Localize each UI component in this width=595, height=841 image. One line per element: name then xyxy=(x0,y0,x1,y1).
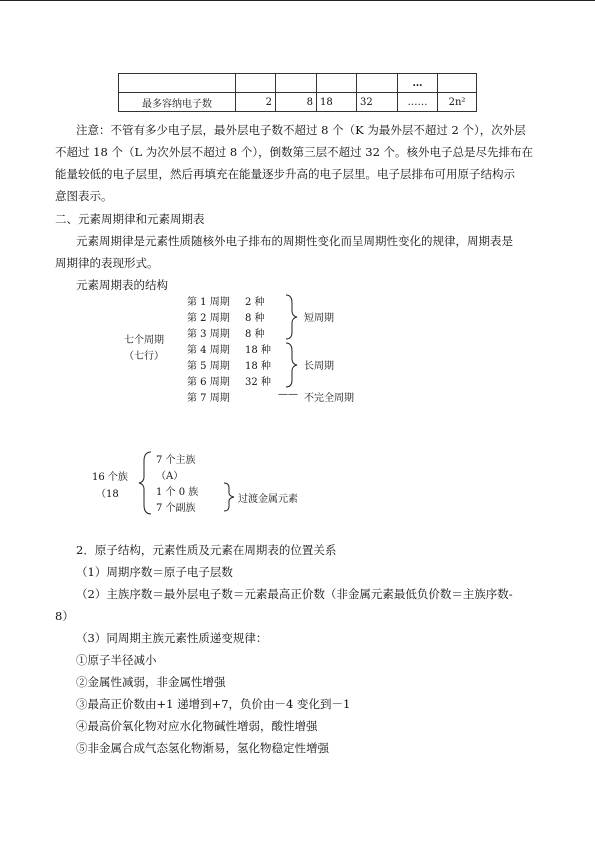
table-cell: 2 xyxy=(236,93,276,112)
short-period-brace-icon xyxy=(286,295,297,339)
transition-brace-icon xyxy=(222,482,236,512)
section-heading: 二、元素周期律和元素周期表 xyxy=(55,212,205,226)
structure-title: 元素周期表的结构 xyxy=(76,278,168,292)
period-name: 第 3 周期 xyxy=(187,329,230,340)
table-row xyxy=(119,74,477,93)
note-line: 意图表示。 xyxy=(55,189,113,203)
table-cell xyxy=(317,74,357,93)
group-item: 7 个副族 xyxy=(156,503,196,514)
period-name: 第 1 周期 xyxy=(187,297,230,308)
table-cell xyxy=(119,74,236,93)
trend-item: ④最高价氧化物对应水化物碱性增弱，酸性增强 xyxy=(76,719,318,733)
groups-label: 16 个族 xyxy=(92,472,128,483)
note-line: 能量较低的电子层里，然后再填充在能量逐步升高的电子层里。电子层排布可用原子结构示 xyxy=(55,167,515,181)
table-cell-label: 最多容纳电子数 xyxy=(119,93,236,112)
incomplete-dash: —— xyxy=(278,389,298,400)
law-line: 周期律的表现形式。 xyxy=(55,256,159,270)
page-top-border xyxy=(0,0,595,1)
table-cell xyxy=(357,74,398,93)
table-cell: 32 xyxy=(357,93,398,112)
table-cell: 8 xyxy=(276,93,317,112)
group-item: 1 个 0 族 xyxy=(156,487,199,498)
subsection-heading: 2．原子结构，元素性质及元素在周期表的位置关系 xyxy=(76,543,337,557)
trend-item: ①原子半径减小 xyxy=(76,653,157,667)
note-line: 注意：不管有多少电子层，最外层电子数不超过 8 个（K 为最外层不超过 2 个），次外层 xyxy=(76,123,526,137)
rule-line: 8） xyxy=(55,609,74,623)
table-row xyxy=(119,93,477,112)
table-cell xyxy=(236,74,276,93)
periods-group-sub: （七行） xyxy=(124,351,164,362)
periods-group-label: 七个周期 xyxy=(124,335,164,346)
table-cell: 18 xyxy=(317,93,357,112)
table-cell xyxy=(276,74,317,93)
period-braces-icon xyxy=(283,294,299,390)
period-count: 32 种 xyxy=(245,377,271,388)
transition-label: 过渡金属元素 xyxy=(238,494,298,505)
shell-capacity-table xyxy=(118,73,477,112)
table-cell xyxy=(438,74,477,93)
trend-item: ③最高正价数由+1 递增到+7，负价由－4 变化到－1 xyxy=(76,697,351,711)
rule-line: （1）周期序数＝原子电子层数 xyxy=(76,565,233,579)
period-name: 第 2 周期 xyxy=(187,313,230,324)
period-name: 第 5 周期 xyxy=(187,361,230,372)
group-item: （A） xyxy=(156,471,184,482)
period-count: 8 种 xyxy=(245,329,265,340)
groups-sub: （18 xyxy=(96,489,119,500)
groups-brace-icon xyxy=(138,451,154,515)
period-count: 2 种 xyxy=(245,297,265,308)
note-line: 不超过 18 个（L 为次外层不超过 8 个），倒数第三层不超过 32 个。核外电子总是尽先排布在 xyxy=(55,145,534,159)
rule-line: （2）主族序数＝最外层电子数＝元素最高正价数（非金属元素最低负价数＝主族序数- xyxy=(76,587,513,601)
group-item: 7 个主族 xyxy=(156,455,196,466)
period-count: 18 种 xyxy=(245,361,271,372)
period-count: 18 种 xyxy=(245,345,271,356)
table-cell: … xyxy=(398,74,438,93)
short-period-label: 短周期 xyxy=(304,313,334,324)
rule-line: （3）同周期主族元素性质递变规律： xyxy=(76,631,268,645)
period-name: 第 4 周期 xyxy=(187,345,230,356)
period-count: 8 种 xyxy=(245,313,265,324)
table-cell: …… xyxy=(398,93,438,112)
trend-item: ⑤非金属合成气态氢化物渐易，氢化物稳定性增强 xyxy=(76,741,329,755)
trend-item: ②金属性减弱，非金属性增强 xyxy=(76,675,226,689)
period-name: 第 6 周期 xyxy=(187,377,230,388)
table-cell: 2n² xyxy=(438,93,477,112)
long-period-brace-icon xyxy=(286,343,297,387)
incomplete-period-label: 不完全周期 xyxy=(304,393,354,404)
long-period-label: 长周期 xyxy=(304,361,334,372)
law-line: 元素周期律是元素性质随核外电子排布的周期性变化而呈周期性变化的规律，周期表是 xyxy=(76,234,513,248)
period-name: 第 7 周期 xyxy=(187,393,230,404)
